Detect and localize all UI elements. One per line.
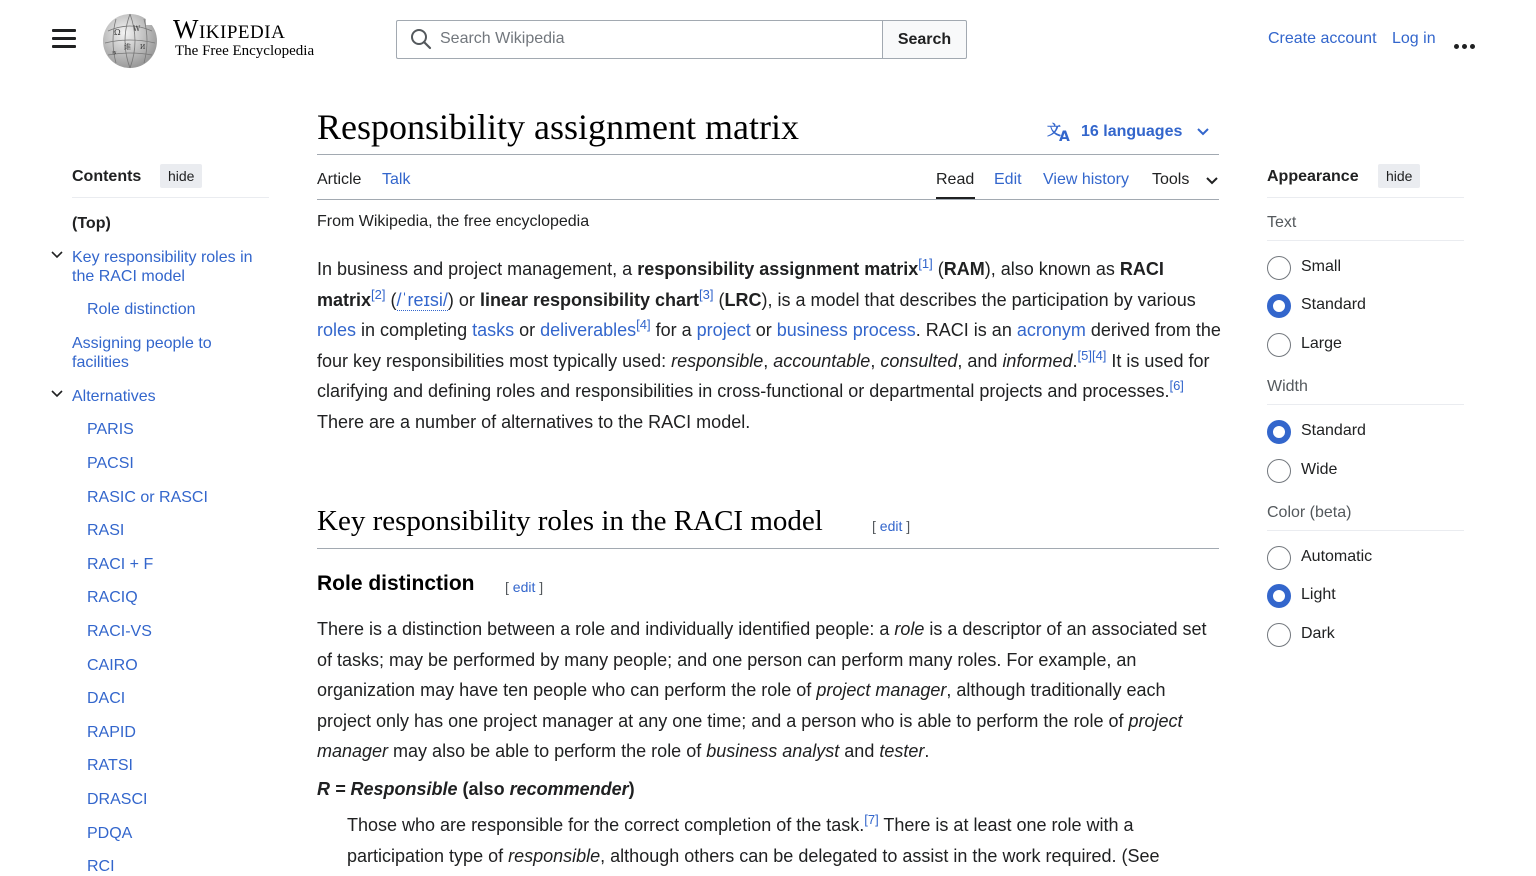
bold-term: LRC [724,289,762,310]
reference-link[interactable]: [4] [636,317,651,333]
chevron-down-icon[interactable] [51,390,63,398]
page-title: Responsibility assignment matrix [317,107,799,147]
toc-item-rci[interactable]: RCI [87,858,115,875]
text-run: is a descriptor of an associated set of tasks; may be performed by many people; and one person can perform many roles. For example, an organization may have ten people who can perform the role of [317,619,1207,701]
create-account-link[interactable]: Create account [1268,30,1377,47]
toc-title: Contents [72,168,142,185]
toc-item-ratsi[interactable]: RATSI [87,757,133,774]
appearance-divider [1267,530,1464,531]
text-run: (also [457,779,510,799]
svg-text:И: И [140,44,146,51]
appearance-title: Appearance [1267,168,1359,185]
search-button[interactable]: Search [882,20,967,59]
italic-term: responsible [671,350,764,371]
svg-text:Ω: Ω [114,28,121,37]
wikipedia-tagline: The Free Encyclopedia [175,43,315,59]
italic-term: project manager [816,680,947,701]
toc-item-paris[interactable]: PARIS [87,421,134,438]
text-run: ( [385,289,397,310]
section-divider [317,548,1219,549]
toc-item-raci-vs[interactable]: RACI-VS [87,623,152,640]
definition-text [347,810,1227,871]
text-run: may also be able to perform the role of [388,741,707,762]
toc-item-daci[interactable]: DACI [87,690,126,707]
toc-item-assigning-people[interactable]: Assigning people to facilities [72,335,212,371]
text-run: in completing [356,320,473,341]
site-subtitle: From Wikipedia, the free encyclopedia [317,213,590,230]
toc-item-rasi[interactable]: RASI [87,522,125,539]
text-run: . [924,741,930,762]
italic-term: project manager [317,710,1183,762]
toc-item-key-roles[interactable]: Key responsibility roles in the RACI model [72,249,253,285]
definition-term [317,779,635,800]
radio-text-large[interactable] [1267,333,1291,357]
toc-item-drasci[interactable]: DRASCI [87,791,148,808]
radio-color-dark[interactable] [1267,623,1291,647]
article-link[interactable]: project [696,320,751,341]
italic-term: responsible [508,845,601,866]
reference-link[interactable]: [7] [864,811,879,827]
edit-link-label[interactable]: edit [512,579,536,595]
radio-text-small[interactable] [1267,256,1291,280]
section-heading: Key responsibility roles in the RACI model [317,505,823,537]
radio-label[interactable]: Dark [1301,625,1335,642]
toc-item-role-distinction[interactable]: Role distinction [87,301,196,318]
edit-bracket: ] [535,579,544,595]
article-link[interactable]: tasks [472,320,515,341]
tab-talk[interactable]: Talk [382,171,411,188]
text-run: , although traditionally each project only has one project manager at any one time; and a person who is able to perform the role of [317,680,1166,731]
toc-item-raciq[interactable]: RACIQ [87,589,138,606]
search-icon [410,28,432,50]
toc-hide-button[interactable]: hide [160,164,202,188]
tab-tools[interactable]: Tools [1152,171,1190,188]
toc-item-pdqa[interactable]: PDQA [87,825,133,842]
radio-width-standard[interactable] [1267,420,1291,444]
italic-term: recommender [509,779,629,799]
italic-term: consulted [880,350,958,371]
radio-label[interactable]: Automatic [1301,548,1373,565]
svg-text:文: 文 [1047,123,1061,139]
radio-width-wide[interactable] [1267,459,1291,483]
title-divider [317,154,1219,155]
toc-item-raci-f[interactable]: RACI + F [87,556,154,573]
reference-link[interactable]: [6] [1169,378,1184,394]
svg-text:維: 維 [124,43,131,51]
text-run: There are a number of alternatives to the RACI model. [317,411,751,432]
text-run: or [514,320,541,341]
text-run: ), is a model that describes the participation by various [761,289,1196,310]
text-run: ) [628,779,635,799]
width-label: Width [1267,378,1308,395]
tab-article[interactable]: Article [317,171,362,188]
text-run: , [870,350,881,371]
edit-bracket: [ [872,518,880,534]
appearance-divider [1267,240,1464,241]
text-run: In business and project management, a [317,259,638,279]
reference-link[interactable]: [5] [1077,347,1092,363]
toc-item-rapid[interactable]: RAPID [87,724,136,741]
italic-term: accountable [773,350,871,371]
article-link[interactable]: business process [776,320,916,341]
role-distinction-paragraph [317,614,1222,767]
text-run: ) or [447,289,480,310]
reference-link[interactable]: [3] [699,286,714,302]
main-menu-icon[interactable] [52,29,76,49]
language-count: 16 languages [1081,123,1183,140]
subsection-edit-link[interactable] [505,579,543,595]
bold-term: RAM [943,259,985,279]
italic-term: role [894,619,925,639]
text-run: . RACI is an [915,320,1017,341]
tab-read[interactable]: Read [936,171,975,188]
italic-term: tester [879,741,925,762]
text-run: There is at least one role with a participation type of [347,815,1134,866]
intro-paragraph [317,254,1222,438]
text-run: ), also known as [984,259,1120,279]
wikipedia-wordmark[interactable]: Wikipedia [173,14,286,44]
italic-term: business analyst [706,741,840,762]
toc-divider [72,197,269,198]
article-link[interactable]: acronym [1016,320,1086,341]
radio-label[interactable]: Standard [1301,422,1366,439]
text-run: ( [713,289,725,310]
appearance-divider [1267,404,1464,405]
bold-term: RACI matrix [317,259,1164,310]
radio-color-automatic[interactable] [1267,546,1291,570]
text-run: Those who are responsible for the correct completion of the task. [347,815,865,835]
bold-term: linear responsibility chart [479,289,700,310]
reference-link[interactable]: [4] [1091,347,1107,363]
text-run: It is used for clarifying and defining roles and responsibilities in cross-functional or departmental projects and processes. [317,350,1210,402]
text-run: or [750,320,777,341]
chevron-down-icon[interactable] [51,251,63,259]
search-input[interactable] [440,28,870,50]
radio-label[interactable]: Standard [1301,296,1366,313]
toc-item-top[interactable]: (Top) [72,215,111,232]
more-options-icon[interactable] [1454,36,1480,44]
text-run: ( [932,259,944,279]
radio-color-light[interactable] [1267,584,1291,608]
wikipedia-globe-logo[interactable] [100,11,162,69]
chevron-down-icon[interactable] [1205,176,1219,186]
appearance-hide-button[interactable]: hide [1378,164,1420,188]
text-run: , although others can be delegated to assist in the work required. (See [600,845,1160,866]
toc-item-alternatives[interactable]: Alternatives [72,388,156,405]
tab-edit[interactable]: Edit [994,171,1022,188]
svg-text:A: A [1059,129,1070,145]
svg-text:W: W [133,25,141,33]
language-icon [1047,121,1073,143]
edit-bracket: ] [902,518,911,534]
article-link[interactable]: roles [317,320,357,341]
svg-text:ক: ক [112,50,117,57]
edit-bracket: [ [505,579,513,595]
edit-link-label[interactable]: edit [879,518,903,534]
italic-term: informed [1002,350,1073,371]
chevron-down-icon [1196,127,1210,137]
radio-label[interactable]: Large [1301,335,1342,352]
tabs-divider [317,199,1219,200]
text-run: There is a distinction between a role and individually identified people: a [317,619,895,639]
text-run: , [763,350,774,371]
text-size-label: Text [1267,214,1297,231]
text-run: , and [957,350,1003,371]
radio-label[interactable]: Light [1301,586,1336,603]
language-button[interactable] [1047,120,1210,144]
toc-item-rasic[interactable]: RASIC or RASCI [87,489,208,506]
radio-label[interactable]: Wide [1301,461,1338,478]
article-link[interactable]: deliverables [540,320,637,341]
log-in-link[interactable]: Log in [1392,30,1436,47]
tab-view-history[interactable]: View history [1043,171,1129,188]
toc-item-pacsi[interactable]: PACSI [87,455,134,472]
text-run: derived from the four key responsibilities most typically used: [317,320,1221,371]
text-run: for a [650,320,697,341]
reference-link[interactable]: [2] [371,286,386,302]
radio-text-standard[interactable] [1267,294,1291,318]
color-label: Color (beta) [1267,504,1352,521]
bold-term: responsibility assignment matrix [637,259,919,279]
ipa-pronunciation-link[interactable]: /ˈreɪsi/ [396,289,448,310]
toc-item-cairo[interactable]: CAIRO [87,657,138,674]
text-run: and [839,741,880,762]
reference-link[interactable]: [1] [918,255,933,271]
subsection-heading: Role distinction [317,572,475,595]
radio-label[interactable]: Small [1301,258,1342,275]
text-run: . [1072,350,1078,371]
appearance-divider [1267,197,1464,198]
section-edit-link[interactable] [872,518,910,534]
italic-term: R = Responsible [317,779,458,799]
